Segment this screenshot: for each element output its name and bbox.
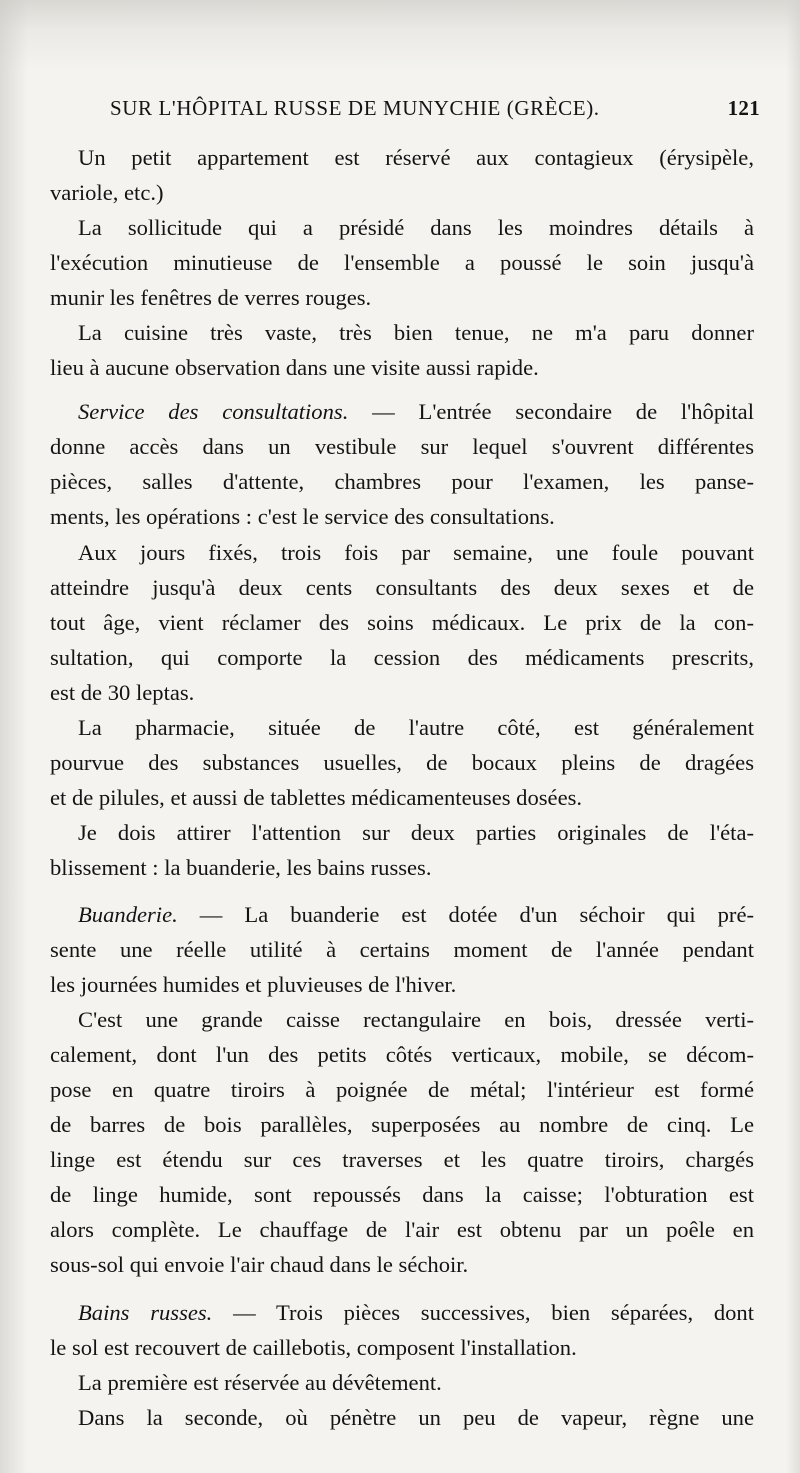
text-line: La sollicitude qui a présidé dans les moindres détails à <box>78 215 754 241</box>
text-line: et de pilules, et aussi de tablettes médicamenteuses dosées. <box>50 784 583 810</box>
section-heading: Service des consultations. <box>78 399 349 425</box>
text-line: tout âge, vient réclamer des soins médicaux. Le prix de la con- <box>50 609 754 635</box>
page-edge-shadow-right <box>786 0 800 1473</box>
text-line: de barres de bois parallèles, superposées au nombre de cinq. Le <box>50 1112 754 1138</box>
text-line: pièces, salles d'attente, chambres pour l'examen, les panse- <box>50 469 754 495</box>
text-line: sultation, qui comporte la cession des médicaments prescrits, <box>50 644 754 670</box>
text-line: atteindre jusqu'à deux cents consultants des deux sexes et de <box>50 574 754 600</box>
text-line: Dans la seconde, où pénètre un peu de vapeur, règne une <box>78 1404 754 1430</box>
text-line: sous-sol qui envoie l'air chaud dans le séchoir. <box>50 1252 469 1278</box>
text-line: Je dois attirer l'attention sur deux parties originales de l'éta- <box>78 819 754 845</box>
page-number: 121 <box>727 96 760 120</box>
running-title: SUR L'HÔPITAL RUSSE DE MUNYCHIE (GRÈCE). <box>110 96 600 120</box>
section-heading: Bains russes. <box>78 1299 213 1325</box>
text-line: donne accès dans un vestibule sur lequel s'ouvrent différentes <box>50 434 754 460</box>
text-line: l'exécution minutieuse de l'ensemble a poussé le soin jusqu'à <box>50 250 754 276</box>
text-line: linge est étendu sur ces traverses et les quatre tiroirs, chargés <box>50 1147 754 1173</box>
page-edge-shadow-left <box>0 0 28 1473</box>
text-line: de linge humide, sont repoussés dans la caisse; l'obturation est <box>50 1182 754 1208</box>
text-line: pose en quatre tiroirs à poignée de métal; l'intérieur est formé <box>50 1077 754 1103</box>
text-line: La cuisine très vaste, très bien tenue, ne m'a paru donner <box>78 320 754 346</box>
text-line: munir les fenêtres de verres rouges. <box>50 285 372 311</box>
section-first-line <box>50 1295 754 1330</box>
section-first-line <box>50 897 754 932</box>
section-heading: Buanderie. <box>78 901 178 927</box>
text-line: sente une réelle utilité à certains moment de l'année pendant <box>50 937 754 963</box>
text-line: Aux jours fixés, trois fois par semaine, une foule pouvant <box>78 539 754 565</box>
text-fragment: — L'entrée secondaire de l'hôpital <box>348 399 754 425</box>
text-line: C'est une grande caisse rectangulaire en bois, dressée verti- <box>78 1007 754 1033</box>
text-line: le sol est recouvert de caillebotis, composent l'installation. <box>50 1334 577 1360</box>
text-line: lieu à aucune observation dans une visite aussi rapide. <box>50 355 539 381</box>
text-line: calement, dont l'un des petits côtés verticaux, mobile, se décom- <box>50 1042 754 1068</box>
text-line: ments, les opérations : c'est le service des consultations. <box>50 504 555 530</box>
text-line: les journées humides et pluvieuses de l'hiver. <box>50 972 457 998</box>
text-line: Un petit appartement est réservé aux contagieux (érysipèle, <box>78 145 754 170</box>
text-fragment: — Trois pièces successives, bien séparées, dont <box>212 1299 754 1325</box>
running-header <box>110 96 760 121</box>
section-first-line <box>50 394 754 429</box>
text-line: La première est réservée au dévêtement. <box>78 1369 442 1395</box>
text-line: La pharmacie, située de l'autre côté, est généralement <box>78 714 754 740</box>
page-edge-shadow-top <box>0 0 800 70</box>
text-line: variole, etc.) <box>50 180 164 206</box>
text-line: est de 30 leptas. <box>50 679 195 705</box>
page-body <box>50 140 754 1435</box>
text-line: alors complète. Le chauffage de l'air est obtenu par un poêle en <box>50 1217 754 1243</box>
text-line: pourvue des substances usuelles, de bocaux pleins de dragées <box>50 749 754 775</box>
text-line: blissement : la buanderie, les bains russes. <box>50 854 432 880</box>
text-fragment: — La buanderie est dotée d'un séchoir qui pré- <box>177 901 754 927</box>
